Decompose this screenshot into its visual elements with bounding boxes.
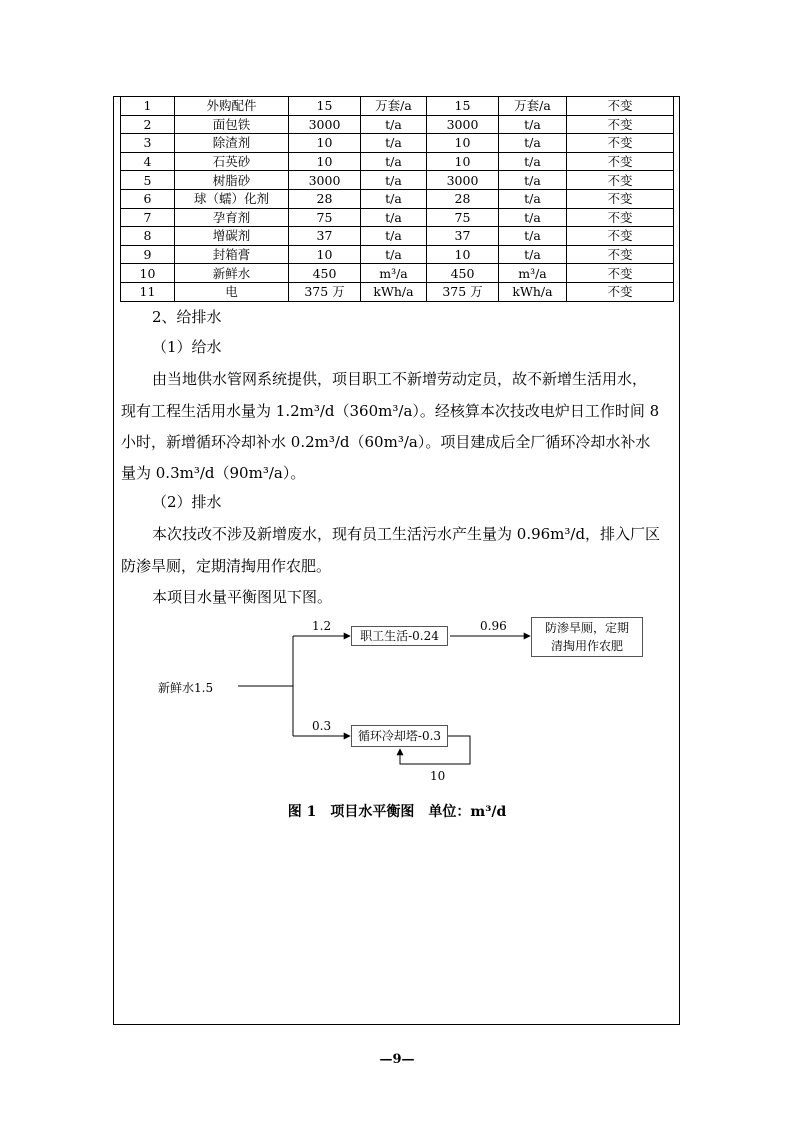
table-cell-no: 1 bbox=[121, 97, 175, 116]
table-cell-u1: t/a bbox=[361, 152, 427, 171]
table-cell-u2: t/a bbox=[499, 227, 567, 246]
table-row bbox=[121, 115, 674, 134]
table-cell-u2: t/a bbox=[499, 134, 567, 153]
table-cell-q2: 450 bbox=[427, 264, 499, 283]
table-cell-name: 增碳剂 bbox=[175, 227, 289, 246]
table-cell-no: 3 bbox=[121, 134, 175, 153]
table-cell-u2: t/a bbox=[499, 115, 567, 134]
table-row bbox=[121, 208, 674, 227]
table-cell-name: 面包铁 bbox=[175, 115, 289, 134]
table-cell-no: 4 bbox=[121, 152, 175, 171]
table-cell-u1: t/a bbox=[361, 171, 427, 190]
table-cell-q2: 28 bbox=[427, 189, 499, 208]
table-cell-q2: 37 bbox=[427, 227, 499, 246]
table-cell-u1: t/a bbox=[361, 208, 427, 227]
table-cell-no: 5 bbox=[121, 171, 175, 190]
table-cell-q2: 375 万 bbox=[427, 282, 499, 301]
table-cell-q2: 3000 bbox=[427, 171, 499, 190]
materials-table-body bbox=[121, 97, 674, 302]
table-cell-change: 不变 bbox=[567, 189, 674, 208]
table-cell-q1: 10 bbox=[289, 152, 361, 171]
staff-living-box: 职工生活-0.24 bbox=[351, 626, 448, 646]
figure-caption: 图 1 项目水平衡图 单位：m³/d bbox=[287, 804, 507, 820]
table-cell-u1: t/a bbox=[361, 245, 427, 264]
table-cell-change: 不变 bbox=[567, 171, 674, 190]
sewage-outflow-value: 0.96 bbox=[480, 619, 507, 633]
table-cell-u2: t/a bbox=[499, 152, 567, 171]
table-cell-u1: m³/a bbox=[361, 264, 427, 283]
table-cell-name: 封箱膏 bbox=[175, 245, 289, 264]
table-cell-q2: 75 bbox=[427, 208, 499, 227]
table-cell-q1: 75 bbox=[289, 208, 361, 227]
latrine-line2: 清掏用作农肥 bbox=[550, 639, 623, 653]
table-row bbox=[121, 245, 674, 264]
table-cell-q1: 450 bbox=[289, 264, 361, 283]
table-cell-q2: 15 bbox=[427, 97, 499, 116]
latrine-line1: 防渗旱厕，定期 bbox=[544, 621, 629, 635]
loop-circulation-value: 10 bbox=[430, 769, 446, 783]
table-cell-name: 石英砂 bbox=[175, 152, 289, 171]
table-cell-change: 不变 bbox=[567, 115, 674, 134]
table-cell-q1: 10 bbox=[289, 245, 361, 264]
table-cell-no: 8 bbox=[121, 227, 175, 246]
table-cell-name: 电 bbox=[175, 282, 289, 301]
table-row bbox=[121, 134, 674, 153]
table-cell-u2: t/a bbox=[499, 208, 567, 227]
paragraph-supply-line1: 由当地供水管网系统提供，项目职工不新增劳动定员，故不新增生活用水， bbox=[152, 370, 648, 388]
table-cell-change: 不变 bbox=[567, 264, 674, 283]
table-cell-no: 2 bbox=[121, 115, 175, 134]
table-cell-name: 除渣剂 bbox=[175, 134, 289, 153]
table-cell-u2: t/a bbox=[499, 171, 567, 190]
table-cell-name: 新鲜水 bbox=[175, 264, 289, 283]
paragraph-supply-line3: 小时，新增循环冷却补水 0.2m³/d（60m³/a）。项目建成后全厂循环冷却水补水 bbox=[121, 433, 651, 451]
table-cell-change: 不变 bbox=[567, 208, 674, 227]
table-cell-no: 10 bbox=[121, 264, 175, 283]
table-cell-q1: 28 bbox=[289, 189, 361, 208]
table-cell-name: 孕育剂 bbox=[175, 208, 289, 227]
table-row bbox=[121, 282, 674, 301]
paragraph-drainage-line1: 本次技改不涉及新增废水，现有员工生活污水产生量为 0.96m³/d，排入厂区 bbox=[152, 525, 661, 543]
water-balance-diagram bbox=[150, 612, 650, 792]
table-cell-q2: 3000 bbox=[427, 115, 499, 134]
paragraph-diagram-intro: 本项目水量平衡图见下图。 bbox=[152, 588, 333, 606]
table-cell-no: 7 bbox=[121, 208, 175, 227]
subheading-drainage: （2）排水 bbox=[152, 493, 222, 511]
subheading-water-supply: （1）给水 bbox=[152, 338, 222, 356]
table-cell-u1: kWh/a bbox=[361, 282, 427, 301]
table-cell-u1: t/a bbox=[361, 134, 427, 153]
table-cell-u2: kWh/a bbox=[499, 282, 567, 301]
table-cell-name: 外购配件 bbox=[175, 97, 289, 116]
table-cell-q1: 37 bbox=[289, 227, 361, 246]
latrine-box bbox=[531, 617, 643, 657]
page-number: —9— bbox=[379, 1052, 415, 1067]
table-row bbox=[121, 171, 674, 190]
materials-table bbox=[120, 96, 674, 302]
table-cell-name: 球（蠕）化剂 bbox=[175, 189, 289, 208]
table-row bbox=[121, 189, 674, 208]
table-row bbox=[121, 97, 674, 116]
staff-inflow-value: 1.2 bbox=[312, 619, 332, 633]
paragraph-supply-line4: 量为 0.3m³/d（90m³/a）。 bbox=[121, 464, 306, 482]
table-cell-u2: 万套/a bbox=[499, 97, 567, 116]
table-cell-no: 11 bbox=[121, 282, 175, 301]
table-cell-change: 不变 bbox=[567, 227, 674, 246]
table-cell-q1: 3000 bbox=[289, 115, 361, 134]
table-cell-u1: t/a bbox=[361, 227, 427, 246]
table-cell-q1: 10 bbox=[289, 134, 361, 153]
cooling-tower-box: 循环冷却塔-0.3 bbox=[351, 725, 448, 747]
table-cell-q2: 10 bbox=[427, 134, 499, 153]
table-cell-name: 树脂砂 bbox=[175, 171, 289, 190]
paragraph-supply-line2: 现有工程生活用水量为 1.2m³/d（360m³/a）。经核算本次技改电炉日工作时间 8 bbox=[121, 402, 660, 420]
table-cell-u1: t/a bbox=[361, 115, 427, 134]
table-cell-change: 不变 bbox=[567, 245, 674, 264]
table-cell-q1: 3000 bbox=[289, 171, 361, 190]
table-row bbox=[121, 152, 674, 171]
section-heading-water: 2、给排水 bbox=[152, 308, 222, 326]
fresh-water-label: 新鲜水1.5 bbox=[158, 681, 214, 695]
table-cell-no: 9 bbox=[121, 245, 175, 264]
table-cell-u2: m³/a bbox=[499, 264, 567, 283]
cooling-inflow-value: 0.3 bbox=[312, 719, 332, 733]
table-row bbox=[121, 264, 674, 283]
table-cell-u2: t/a bbox=[499, 189, 567, 208]
table-cell-q2: 10 bbox=[427, 245, 499, 264]
table-cell-change: 不变 bbox=[567, 134, 674, 153]
table-cell-q1: 15 bbox=[289, 97, 361, 116]
paragraph-drainage-line2: 防渗旱厕，定期清掏用作农肥。 bbox=[121, 557, 332, 575]
table-cell-change: 不变 bbox=[567, 152, 674, 171]
table-cell-change: 不变 bbox=[567, 282, 674, 301]
table-cell-u1: t/a bbox=[361, 189, 427, 208]
table-cell-u1: 万套/a bbox=[361, 97, 427, 116]
table-cell-q1: 375 万 bbox=[289, 282, 361, 301]
table-cell-no: 6 bbox=[121, 189, 175, 208]
table-cell-q2: 10 bbox=[427, 152, 499, 171]
table-row bbox=[121, 227, 674, 246]
table-cell-u2: t/a bbox=[499, 245, 567, 264]
table-cell-change: 不变 bbox=[567, 97, 674, 116]
